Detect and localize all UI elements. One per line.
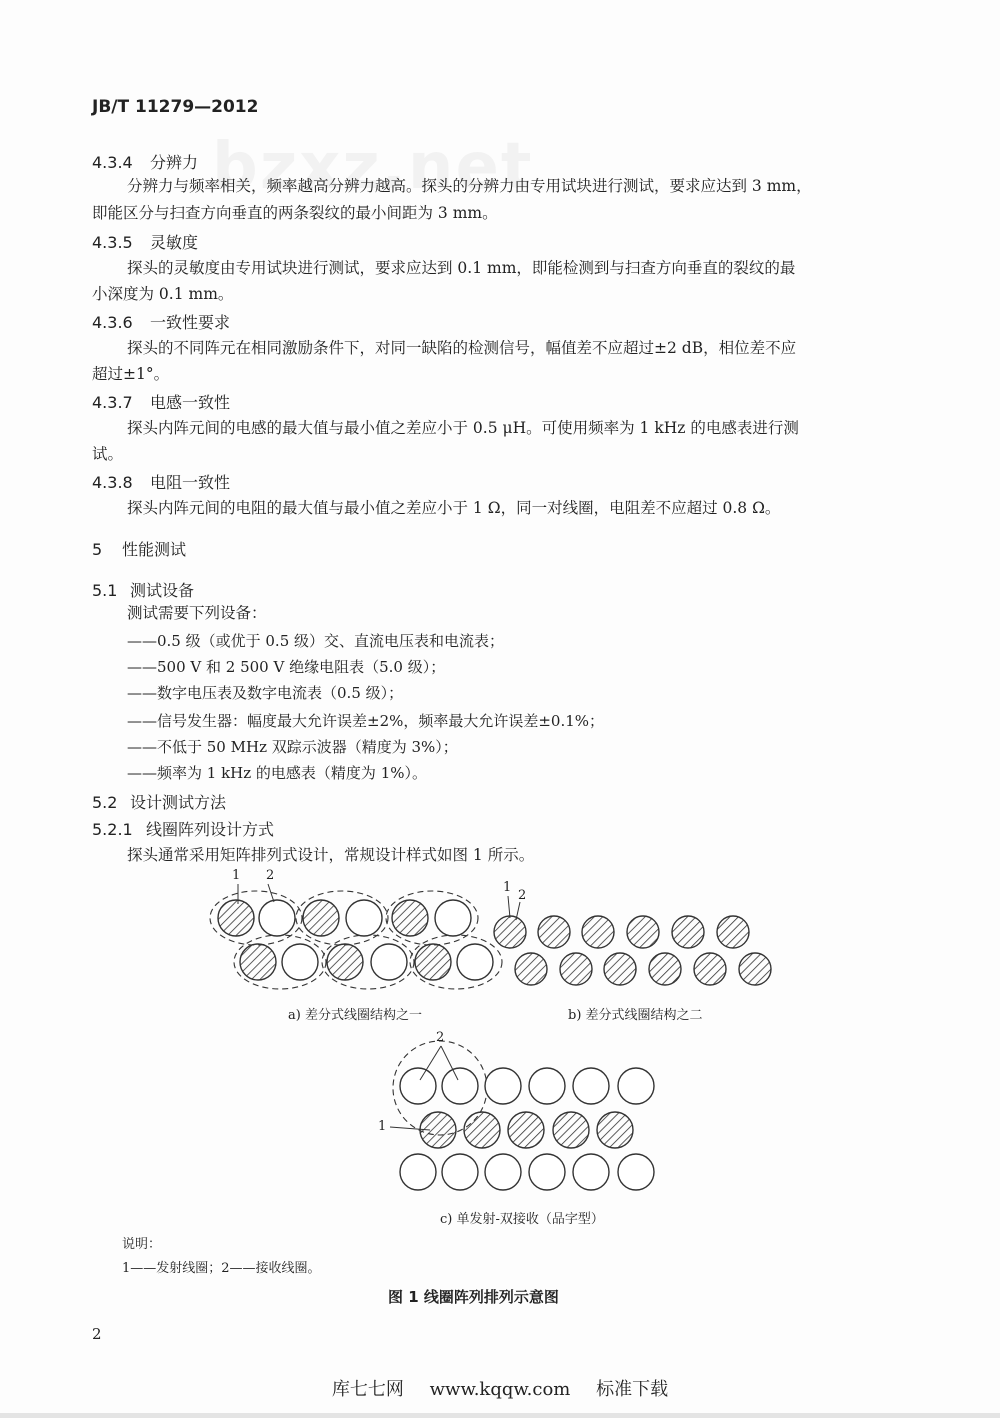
- paragraph-line: 分辨力与频率相关，频率越高分辨力越高。探头的分辨力由专用试块进行测试，要求应达到 3 mm，: [127, 177, 812, 195]
- paragraph-line: 小深度为 0.1 mm。: [92, 285, 234, 303]
- diagram-a: [210, 884, 502, 989]
- section-heading-4-3-6: 4.3.6 一致性要求: [92, 313, 231, 332]
- paragraph-line: 探头通常采用矩阵排列式设计，常规设计样式如图 1 所示。: [127, 846, 535, 864]
- equipment-item: ——500 V 和 2 500 V 绝缘电阻表（5.0 级）；: [127, 658, 446, 676]
- paragraph-line: 探头内阵元间的电感的最大值与最小值之差应小于 0.5 μH。可使用频率为 1 kHz 的电感表进行测: [127, 419, 799, 437]
- diagram-b: [494, 896, 771, 985]
- label-2-a: 2: [266, 868, 275, 883]
- equipment-item: ——频率为 1 kHz 的电感表（精度为 1%）。: [127, 764, 427, 782]
- section-heading-4-3-7: 4.3.7 电感一致性: [92, 393, 231, 412]
- caption-b: b) 差分式线圈结构之二: [568, 1008, 703, 1023]
- paragraph-line: 试。: [92, 445, 124, 463]
- legend-title: 说明：: [122, 1237, 162, 1252]
- legend-text: 1——发射线圈；2——接收线圈。: [122, 1261, 321, 1276]
- paragraph-line: 超过±1°。: [92, 365, 170, 383]
- label-1-b: 1: [503, 880, 512, 895]
- paragraph-line: 探头内阵元间的电阻的最大值与最小值之差应小于 1 Ω，同一对线圈，电阻差不应超过 0.8 Ω。: [127, 499, 781, 517]
- paragraph-line: 探头的不同阵元在相同激励条件下，对同一缺陷的检测信号，幅值差不应超过±2 dB，相位差不应: [127, 339, 797, 357]
- section-heading-4-3-4: 4.3.4 分辨力: [92, 153, 199, 172]
- section-heading-5-2-1: 5.2.1 线圈阵列设计方式: [92, 820, 275, 839]
- section-heading-5-1: 5.1 测试设备: [92, 581, 195, 600]
- footer-site[interactable]: 库七七网: [331, 1379, 404, 1400]
- figure-title: 图 1 线圈阵列排列示意图: [388, 1288, 559, 1306]
- standard-number: JB/T 11279—2012: [92, 97, 259, 117]
- paragraph-line: 测试需要下列设备：: [127, 604, 267, 622]
- paragraph-line: 即能区分与扫查方向垂直的两条裂纹的最小间距为 3 mm。: [92, 204, 498, 222]
- caption-c: c) 单发射-双接收（品字型）: [440, 1212, 604, 1227]
- section-heading-4-3-5: 4.3.5 灵敏度: [92, 233, 199, 252]
- label-2-c: 2: [436, 1030, 445, 1045]
- label-2-b: 2: [518, 888, 527, 903]
- footer-url[interactable]: www.kqqw.com: [429, 1379, 571, 1400]
- page-number: 2: [92, 1325, 102, 1343]
- label-1-a: 1: [232, 868, 241, 883]
- section-heading-4-3-8: 4.3.8 电阻一致性: [92, 473, 231, 492]
- diagram-c: [390, 1041, 654, 1190]
- bottom-edge: [0, 1413, 1000, 1418]
- equipment-item: ——0.5 级（或优于 0.5 级）交、直流电压表和电流表；: [127, 632, 505, 650]
- label-1-c: 1: [378, 1119, 387, 1134]
- section-heading-5-2: 5.2 设计测试方法: [92, 793, 227, 812]
- footer-bar: [0, 1375, 1000, 1401]
- equipment-item: ——不低于 50 MHz 双踪示波器（精度为 3%）；: [127, 738, 458, 756]
- caption-a: a) 差分式线圈结构之一: [288, 1008, 422, 1023]
- paragraph-line: 探头的灵敏度由专用试块进行测试，要求应达到 0.1 mm，即能检测到与扫查方向垂直的裂纹的最: [127, 259, 796, 277]
- footer-label[interactable]: 标准下载: [596, 1379, 669, 1400]
- equipment-item: ——信号发生器：幅度最大允许误差±2%，频率最大允许误差±0.1%；: [127, 712, 605, 730]
- equipment-item: ——数字电压表及数字电流表（0.5 级）；: [127, 684, 404, 702]
- chapter-heading-5: 5 性能测试: [92, 540, 187, 559]
